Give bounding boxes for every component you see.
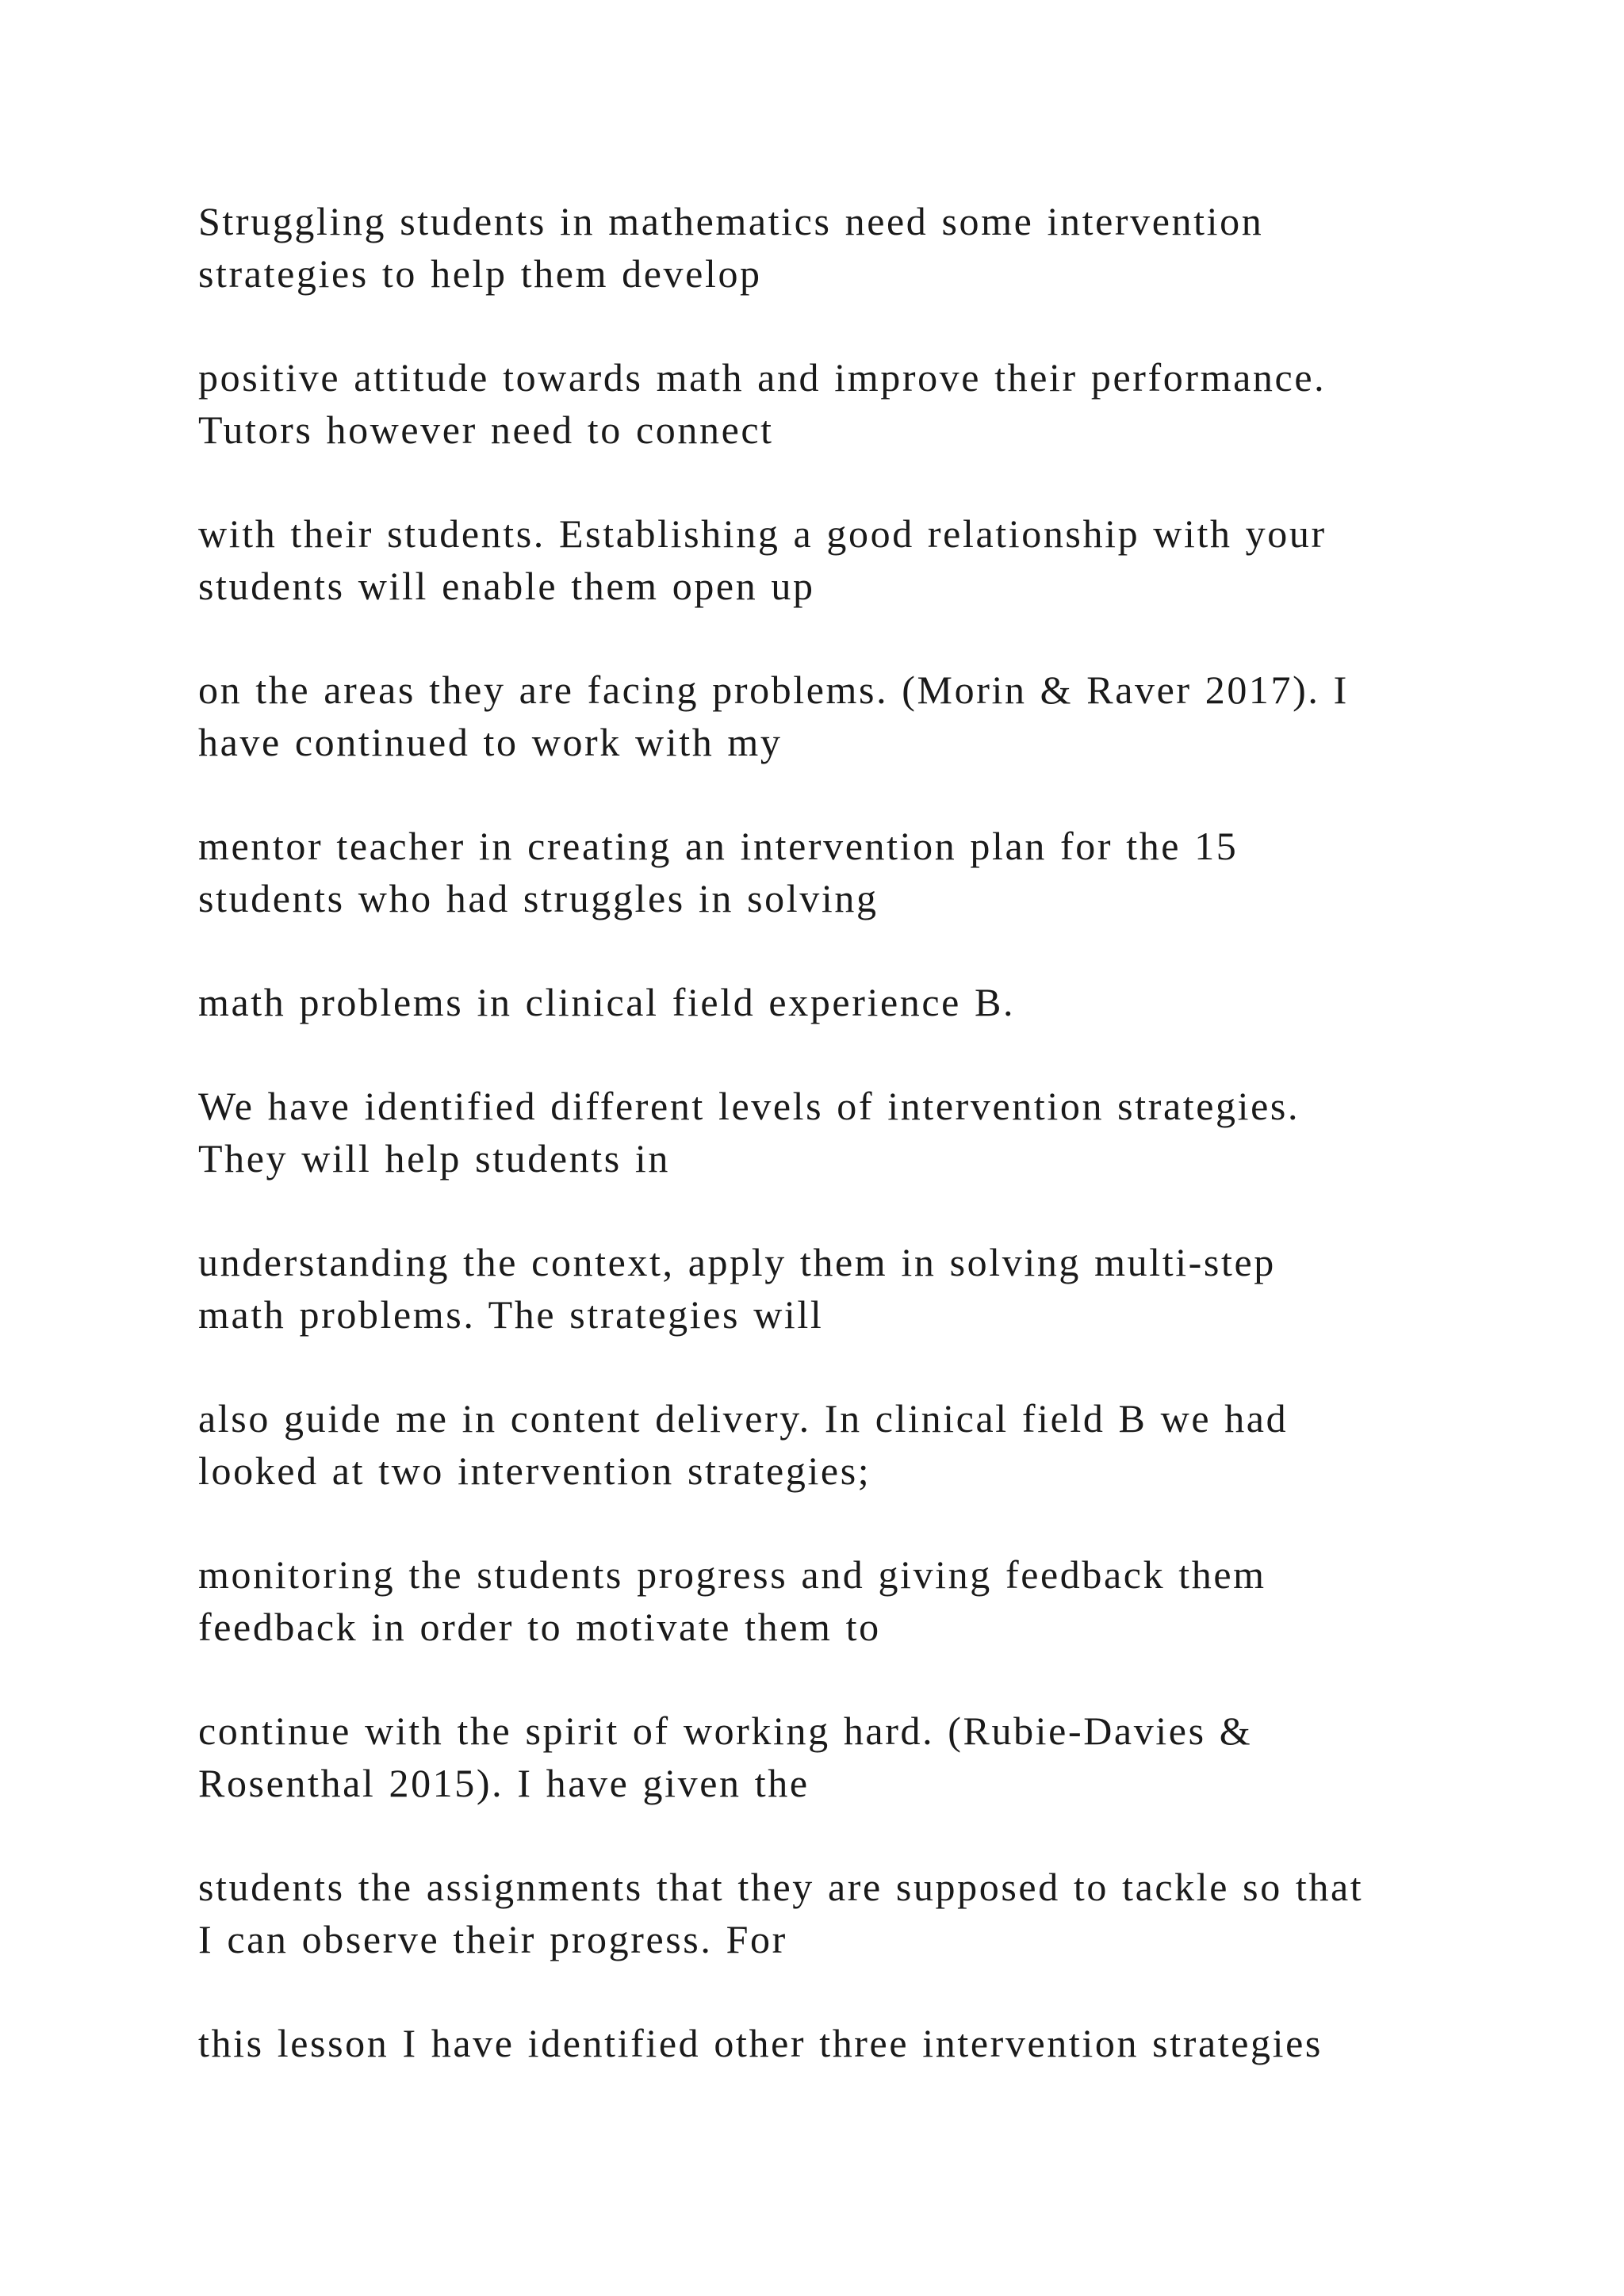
text-line: strategies to help them develop <box>198 251 762 296</box>
paragraph <box>198 1392 1507 1497</box>
text-line: They will help students in <box>198 1136 670 1181</box>
text-line: this lesson I have identified other three intervention strategies <box>198 2021 1323 2065</box>
paragraph <box>198 195 1507 300</box>
text-line: I can observe their progress. For <box>198 1917 787 1961</box>
text-line: positive attitude towards math and improve their performance. <box>198 355 1327 400</box>
paragraph <box>198 1861 1507 1965</box>
paragraph <box>198 507 1507 612</box>
paragraph <box>198 820 1507 924</box>
paragraph <box>198 664 1507 768</box>
paragraph <box>198 1548 1507 1653</box>
text-line: students who had struggles in solving <box>198 876 879 920</box>
text-line: continue with the spirit of working hard. (Rubie-Davies & <box>198 1709 1253 1753</box>
paragraph <box>198 1080 1507 1184</box>
text-line: have continued to work with my <box>198 720 783 764</box>
text-line: with their students. Establishing a good relationship with your <box>198 511 1327 556</box>
text-line: also guide me in content delivery. In clinical field B we had <box>198 1396 1289 1441</box>
paragraph <box>198 1236 1507 1341</box>
paragraph <box>198 976 1507 1028</box>
text-line: feedback in order to motivate them to <box>198 1605 881 1649</box>
text-line: Rosenthal 2015). I have given the <box>198 1761 810 1805</box>
paragraph <box>198 2017 1507 2069</box>
text-line: Tutors however need to connect <box>198 408 774 452</box>
paragraph <box>198 351 1507 456</box>
text-line: mentor teacher in creating an intervention plan for the 15 <box>198 824 1239 868</box>
text-line: students will enable them open up <box>198 564 815 608</box>
document-body <box>198 195 1507 2121</box>
text-line: students the assignments that they are supposed to tackle so that <box>198 1865 1364 1909</box>
text-line: looked at two intervention strategies; <box>198 1448 871 1493</box>
text-line: understanding the context, apply them in solving multi-step <box>198 1240 1276 1284</box>
text-line: on the areas they are facing problems. (Morin & Raver 2017). I <box>198 668 1349 712</box>
text-line: math problems in clinical field experience B. <box>198 980 1016 1024</box>
text-line: math problems. The strategies will <box>198 1292 824 1337</box>
text-line: Struggling students in mathematics need some intervention <box>198 199 1264 243</box>
text-line: monitoring the students progress and giving feedback them <box>198 1552 1266 1597</box>
text-line: We have identified different levels of intervention strategies. <box>198 1084 1300 1128</box>
paragraph <box>198 1705 1507 1809</box>
